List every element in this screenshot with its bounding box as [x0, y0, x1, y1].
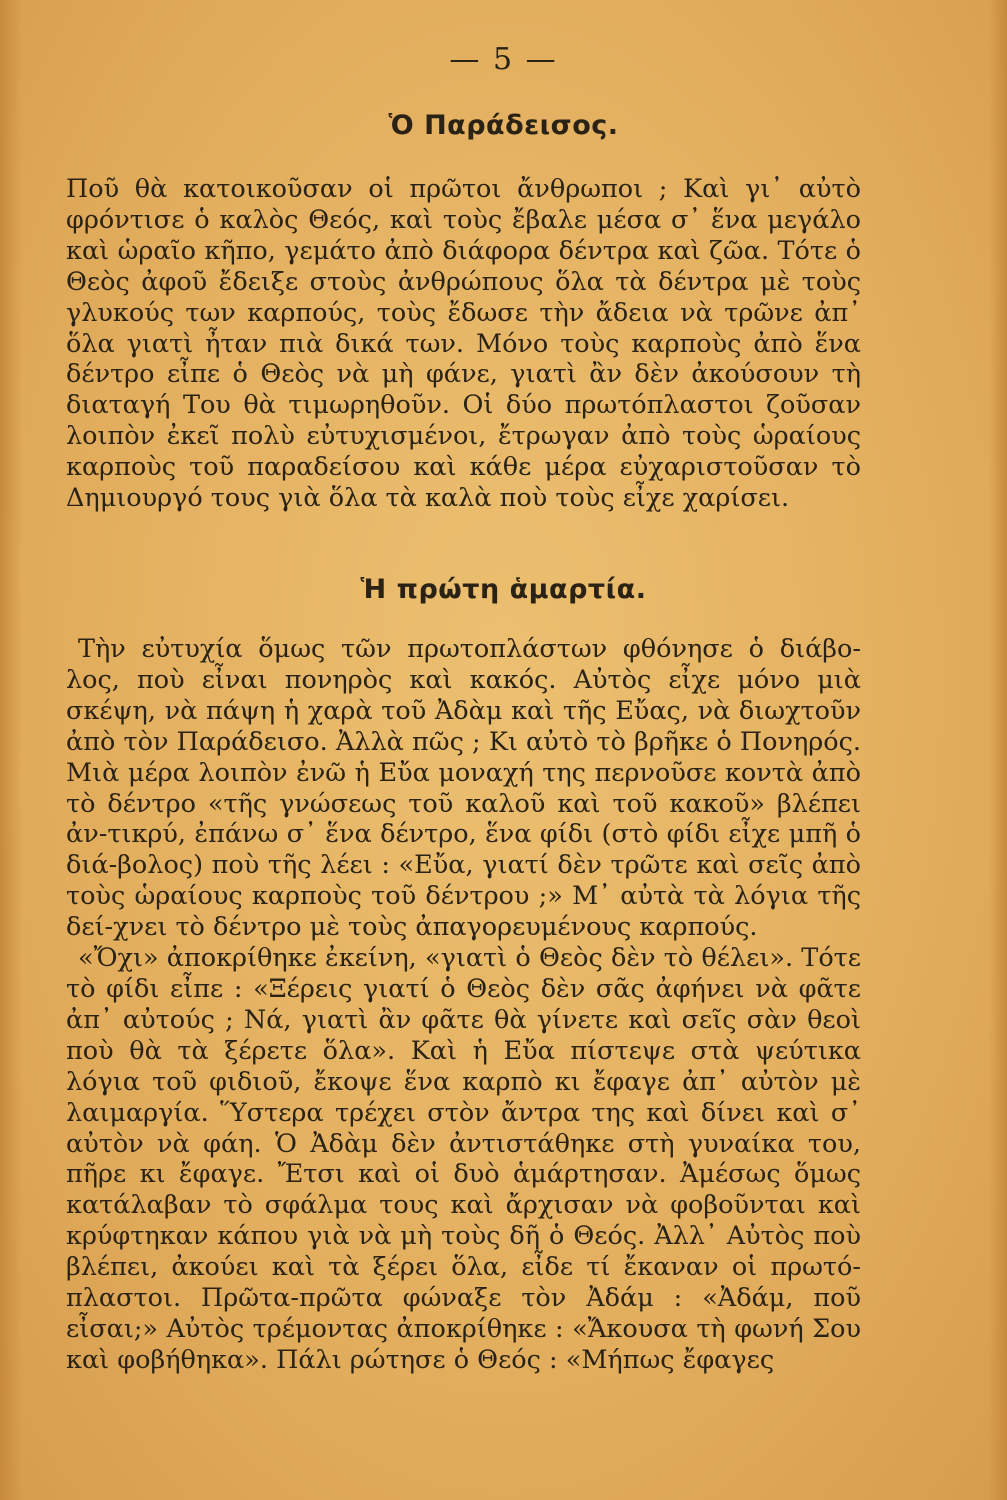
page-edge-right	[989, 0, 1007, 1500]
paragraph-first-sin-body	[66, 634, 861, 1376]
section-heading-first-sin: Ἡ πρώτη ἁμαρτία.	[360, 574, 647, 605]
page-number: — 5 —	[449, 42, 558, 77]
paragraph-paradise: Ποῦ θὰ κατοικοῦσαν οἱ πρῶτοι ἄνθρωποι ; Καὶ γι᾽ αὐτὸ φρόντισε ὁ καλὸς Θεός, καὶ τοὺς ἔβαλε μέσα σ᾽ ἕνα μεγάλο καὶ ὡραῖο κῆπο, γεμάτο ἀπὸ διάφορα δέντρα καὶ ζῶα. Τότε ὁ Θεὸς ἀφοῦ ἔδειξε στοὺς ἀνθρώπους ὅλα τὰ δέντρα μὲ τοὺς γλυκούς των καρπούς, τοὺς ἔδωσε τὴν ἄδεια νὰ τρῶνε ἀπ᾽ ὅλα γιατὶ ἦταν πιὰ δικά των. Μόνο τοὺς καρποὺς ἀπὸ ἕνα δέντρο εἶπε ὁ Θεὸς νὰ μὴ φάνε, γιατὶ ἂν δὲν ἀκούσουν τὴ διαταγή Του θὰ τιμωρηθοῦν. Οἱ δύο πρωτόπλαστοι ζοῦσαν λοιπὸν ἐκεῖ πολὺ εὐτυχισμένοι, ἔτρωγαν ἀπὸ τοὺς ὡραίους καρποὺς τοῦ παραδείσου καὶ κάθε μέρα εὐχαριστοῦσαν τὸ Δημιουργό τους γιὰ ὅλα τὰ καλὰ ποὺ τοὺς εἶχε χαρίσει.	[66, 174, 861, 514]
paragraph-first-sin-1: Τὴν εὐτυχία ὅμως τῶν πρωτοπλάστων φθόνησε ὁ διάβο-λος, ποὺ εἶναι πονηρὸς καὶ κακός. Αὐτὸς εἶχε μόνο μιὰ σκέψη, νὰ πάψη ἡ χαρὰ τοῦ Ἀδὰμ καὶ τῆς Εὔας, νὰ διωχτοῦν ἀπὸ τὸν Παράδεισο. Ἀλλὰ πῶς ; Κι αὐτὸ τὸ βρῆκε ὁ Πονηρός. Μιὰ μέρα λοιπὸν ἐνῶ ἡ Εὔα μοναχή της περνοῦσε κοντὰ ἀπὸ τὸ δέντρο «τῆς γνώσεως τοῦ καλοῦ καὶ τοῦ κακοῦ» βλέπει ἀν-τικρύ, ἐπάνω σ᾽ ἕνα δέντρο, ἕνα φίδι (στὸ φίδι εἶχε μπῆ ὁ διά-βολος) ποὺ τῆς λέει : «Εὔα, γιατί δὲν τρῶτε καὶ σεῖς ἀπὸ τοὺς ὡραίους καρποὺς τοῦ δέντρου ;» Μ᾽ αὐτὰ τὰ λόγια τῆς δεί-χνει τὸ δέντρο μὲ τοὺς ἀπαγορευμένους καρπούς.	[66, 634, 861, 943]
page-edge-left	[0, 0, 22, 1500]
paragraph-first-sin-2: «Ὄχι» ἀποκρίθηκε ἐκείνη, «γιατὶ ὁ Θεὸς δὲν τὸ θέλει». Τότε τὸ φίδι εἶπε : «Ξέρεις γιατί ὁ Θεὸς δὲν σᾶς ἀφήνει νὰ φᾶτε ἀπ᾽ αὐτούς ; Νά, γιατὶ ἂν φᾶτε θὰ γίνετε καὶ σεῖς σὰν θεοὶ ποὺ θὰ τὰ ξέρετε ὅλα». Καὶ ἡ Εὔα πίστεψε στὰ ψεύτικα λόγια τοῦ φιδιοῦ, ἔκοψε ἕνα καρπὸ κι ἔφαγε ἀπ᾽ αὐτὸν μὲ λαιμαργία. Ὕστερα τρέχει στὸν ἄντρα της καὶ δίνει καὶ σ᾽ αὐτὸν νὰ φάη. Ὁ Ἀδὰμ δὲν ἀντιστάθηκε στὴ γυναίκα του, πῆρε κι ἔφαγε. Ἔτσι καὶ οἱ δυὸ ἁμάρτησαν. Ἀμέσως ὅμως κατάλαβαν τὸ σφάλμα τους καὶ ἄρχισαν νὰ φοβοῦνται καὶ κρύφτηκαν κάπου γιὰ νὰ μὴ τοὺς δῆ ὁ Θεός. Ἀλλ᾽ Αὐτὸς ποὺ βλέπει, ἀκούει καὶ τὰ ξέρει ὅλα, εἶδε τί ἔκαναν οἱ πρωτό-πλαστοι. Πρῶτα-πρῶτα φώναξε τὸν Ἀδάμ : «Ἀδάμ, ποῦ εἶσαι;» Αὐτὸς τρέμοντας ἀποκρίθηκε : «Ἄκουσα τὴ φωνή Σου καὶ φοβήθηκα». Πάλι ρώτησε ὁ Θεός : «Μήπως ἔφαγες	[66, 943, 861, 1375]
section-heading-paradise: Ὁ Παράδεισος.	[388, 110, 619, 141]
